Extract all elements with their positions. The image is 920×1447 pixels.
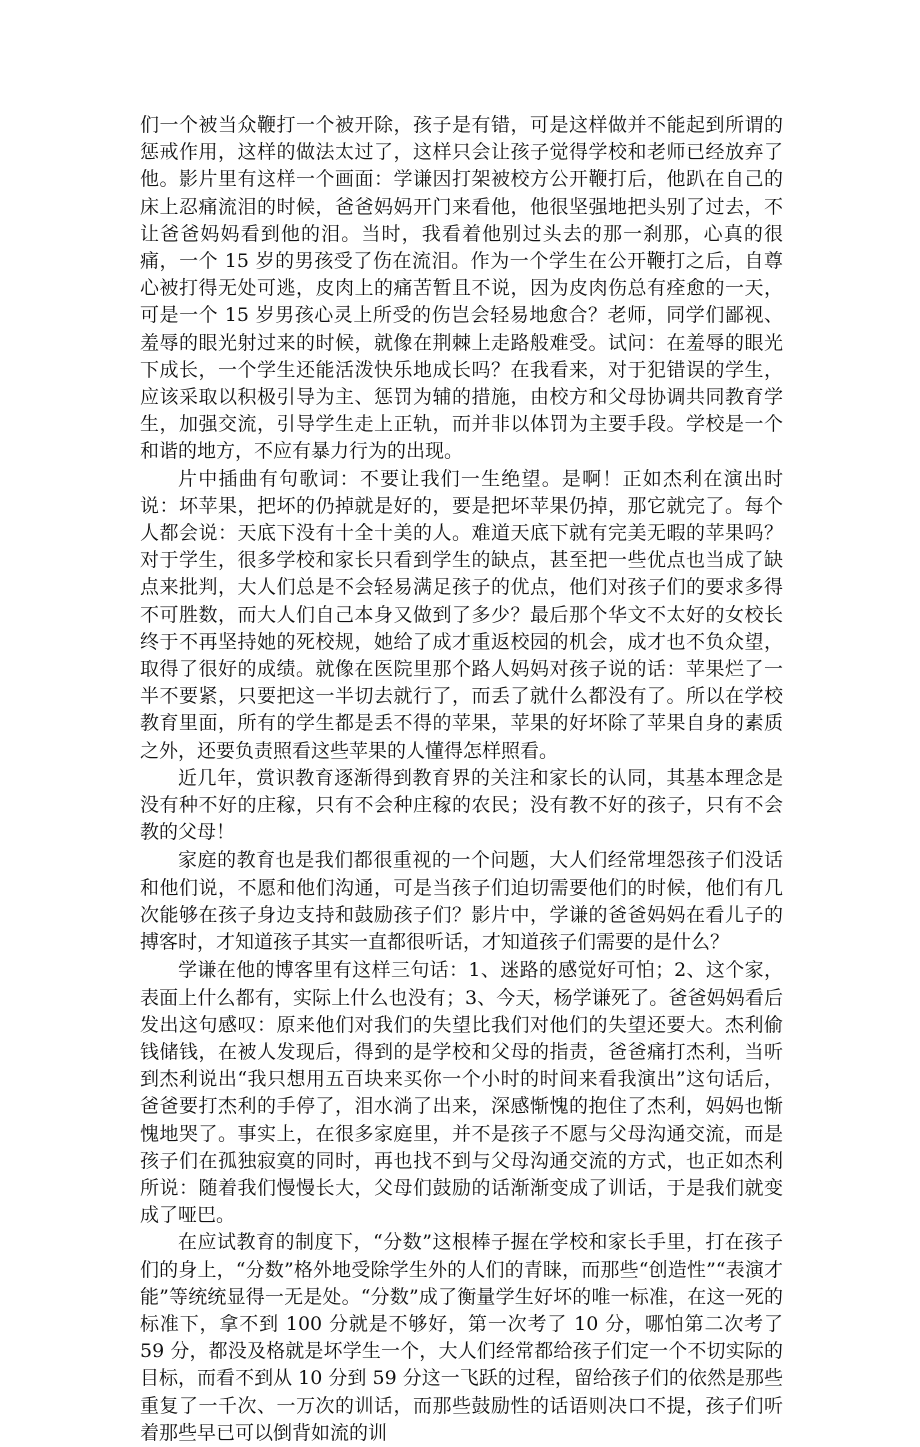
document-body [140, 112, 783, 1447]
paragraph-1: 们一个被当众鞭打一个被开除，孩子是有错，可是这样做并不能起到所谓的惩戒作用，这样的做法太过了，这样只会让孩子觉得学校和老师已经放弃了他。影片里有这样一个画面：学谦因打架被校方公开鞭打后，他趴在自己的床上忍痛流泪的时候，爸爸妈妈开门来看他，他很坚强地把头别了过去，不让爸爸妈妈看到他的泪。当时，我看着他别过头去的那一刹那，心真的很痛，一个 15 岁的男孩受了伤在流泪。作为一个学生在公开鞭打之后，自尊心被打得无处可逃，皮肉上的痛苦暂且不说，因为皮肉伤总有痊愈的一天，可是一个 15 岁男孩心灵上所受的伤岂会轻易地愈合？老师，同学们鄙视、羞辱的眼光射过来的时候，就像在荆棘上走路般难受。试问：在羞辱的眼光下成长，一个学生还能活泼快乐地成长吗？在我看来，对于犯错误的学生，应该采取以积极引导为主、惩罚为辅的措施，由校方和父母协调共同教育学生，加强交流，引导学生走上正轨，而并非以体罚为主要手段。学校是一个和谐的地方，不应有暴力行为的出现。 [140, 114, 783, 463]
paragraph-3: 近几年，赏识教育逐渐得到教育界的关注和家长的认同，其基本理念是没有种不好的庄稼，只有不会种庄稼的农民；没有教不好的孩子，只有不会教的父母！ [140, 766, 783, 844]
paragraph-5: 学谦在他的博客里有这样三句话：1、迷路的感觉好可怕；2、这个家，表面上什么都有，实际上什么也没有；3、今天，杨学谦死了。爸爸妈妈看后发出这句感叹：原来他们对我们的失望比我们对他们的失望还要大。杰利偷钱储钱，在被人发现后，得到的是学校和父母的指责，爸爸痛打杰利，当听到杰利说出“我只想用五百块来买你一个小时的时间来看我演出”这句话后，爸爸要打杰利的手停了，泪水淌了出来，深感惭愧的抱住了杰利，妈妈也惭愧地哭了。事实上，在很多家庭里，并不是孩子不愿与父母沟通交流，而是孩子们在孤独寂寞的同时，再也找不到与父母沟通交流的方式，也正如杰利所说：随着我们慢慢长大，父母们鼓励的话渐渐变成了训话，于是我们就变成了哑巴。 [140, 959, 783, 1227]
paragraph-4: 家庭的教育也是我们都很重视的一个问题，大人们经常埋怨孩子们没话和他们说，不愿和他们沟通，可是当孩子们迫切需要他们的时候，他们有几次能够在孩子身边支持和鼓励孩子们？影片中，学谦的爸爸妈妈在看儿子的搏客时，才知道孩子其实一直都很听话，才知道孩子们需要的是什么？ [140, 849, 783, 954]
paragraph-6: 在应试教育的制度下，“分数”这根棒子握在学校和家长手里，打在孩子们的身上，“分数”格外地受除学生外的人们的青睐，而那些“创造性”“表演才能”等统统显得一无是处。“分数”成了衡量学生好坏的唯一标准，在这一死的标准下，拿不到 100 分就是不够好，第一次考了 10 分，哪怕第二次考了 59 分，都没及格就是坏学生一个，大人们经常都给孩子们定一个不切实际的目标，而看不到从 10 分到 59 分这一飞跃的过程，留给孩子们的依然是那些重复了一千次、一万次的训话，而那些鼓励性的话语则决口不提，孩子们听着那些早已可以倒背如流的训 [140, 1231, 783, 1444]
paragraph-2: 片中插曲有句歌词：不要让我们一生绝望。是啊！正如杰利在演出时说：坏苹果，把坏的仍掉就是好的，要是把坏苹果仍掉，那它就完了。每个人都会说：天底下没有十全十美的人。难道天底下就有完美无暇的苹果吗？对于学生，很多学校和家长只看到学生的缺点，甚至把一些优点也当成了缺点来批判，大人们总是不会轻易满足孩子的优点，他们对孩子们的要求多得不可胜数，而大人们自己本身又做到了多少？最后那个华文不太好的女校长终于不再坚持她的死校规，她给了成才重返校园的机会，成才也不负众望，取得了很好的成绩。就像在医院里那个路人妈妈对孩子说的话：苹果烂了一半不要紧，只要把这一半切去就行了，而丢了就什么都没有了。所以在学校教育里面，所有的学生都是丢不得的苹果，苹果的好坏除了苹果自身的素质之外，还要负责照看这些苹果的人懂得怎样照看。 [140, 467, 783, 762]
